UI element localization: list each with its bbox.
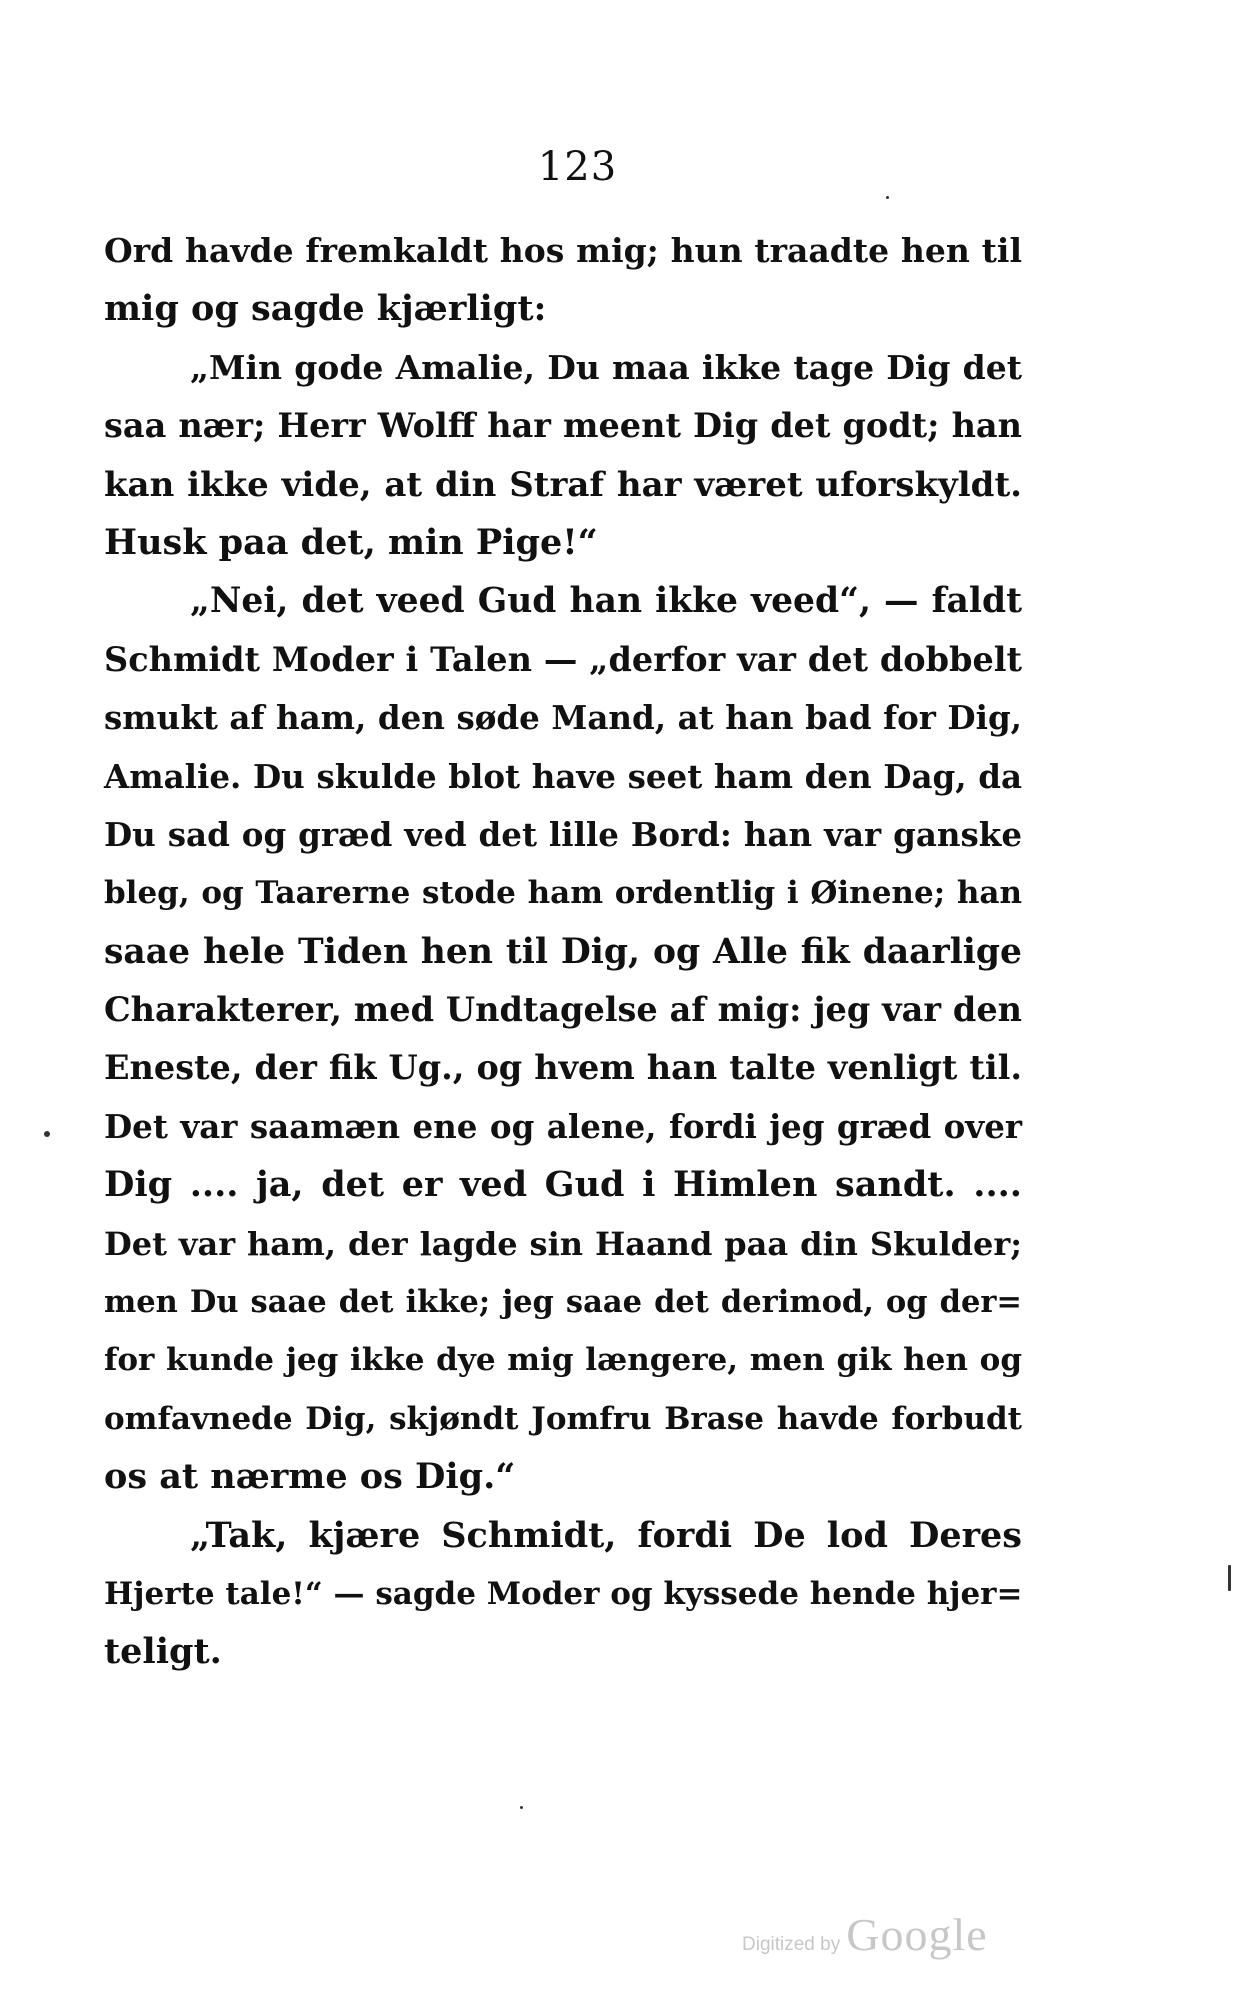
text-line: „Min gode Amalie, Du maa ikke tage Dig det: [190, 347, 1022, 387]
print-speck: [520, 1806, 523, 1809]
text-line: Eneste, der fik Ug., og hvem han talte venligt til.: [104, 1048, 1022, 1088]
text-line: for kunde jeg ikke dye mig længere, men gik hen og: [104, 1342, 1022, 1379]
text-line: Du sad og græd ved det lille Bord: han var ganske: [104, 814, 1022, 854]
text-line: Det var saamæn ene og alene, fordi jeg græd over: [104, 1106, 1022, 1146]
body-text: [104, 222, 1022, 1682]
text-line: Schmidt Moder i Talen — „derfor var det dobbelt: [104, 639, 1022, 679]
digitized-by-google-watermark: [742, 1908, 988, 1968]
text-line: mig og sagde kjærligt:: [104, 288, 547, 330]
text-line: men Du saae det ikke; jeg saae det derimod, og der=: [104, 1284, 1022, 1321]
text-line: bleg, og Taarerne stode ham ordentlig i Øinene; han: [104, 875, 1022, 912]
text-line: Charakterer, med Undtagelse af mig: jeg var den: [104, 990, 1022, 1030]
text-line: Hjerte tale!“ — sagde Moder og kyssede hende hjer=: [104, 1575, 1023, 1612]
text-line: smukt af ham, den søde Mand, at han bad for Dig,: [104, 698, 1022, 738]
text-line: Ord havde fremkaldt hos mig; hun traadte hen til: [104, 231, 1022, 270]
google-logo-text: Google: [846, 1909, 988, 1960]
text-line: „Tak, kjære Schmidt, fordi De lod Deres: [190, 1514, 1022, 1556]
print-speck: [1228, 1565, 1231, 1591]
text-line: „Nei, det veed Gud han ikke veed“, — faldt: [190, 581, 1022, 622]
text-line: Det var ham, der lagde sin Haand paa din Skulder;: [104, 1224, 1022, 1263]
text-line: omfavnede Dig, skjøndt Jomfru Brase havde forbudt: [104, 1400, 1022, 1437]
text-line: kan ikke vide, at din Straf har været uforskyldt.: [104, 464, 1022, 505]
digitized-by-text: Digitized by: [742, 1934, 841, 1955]
text-line: Husk paa det, min Pige!“: [104, 521, 598, 563]
text-line: saa nær; Herr Wolff har meent Dig det godt; han: [104, 406, 1022, 446]
text-line: saae hele Tiden hen til Dig, og Alle fik daarlige: [104, 931, 1022, 972]
text-line: Dig .... ja, det er ved Gud i Himlen sandt. ....: [104, 1164, 1022, 1206]
text-line: os at nærme os Dig.“: [104, 1456, 516, 1498]
print-speck: [886, 196, 889, 199]
text-line: teligt.: [104, 1631, 222, 1673]
print-speck: [44, 1131, 50, 1137]
page-number: 123: [537, 144, 618, 190]
text-line: Amalie. Du skulde blot have seet ham den Dag, da: [104, 756, 1022, 796]
